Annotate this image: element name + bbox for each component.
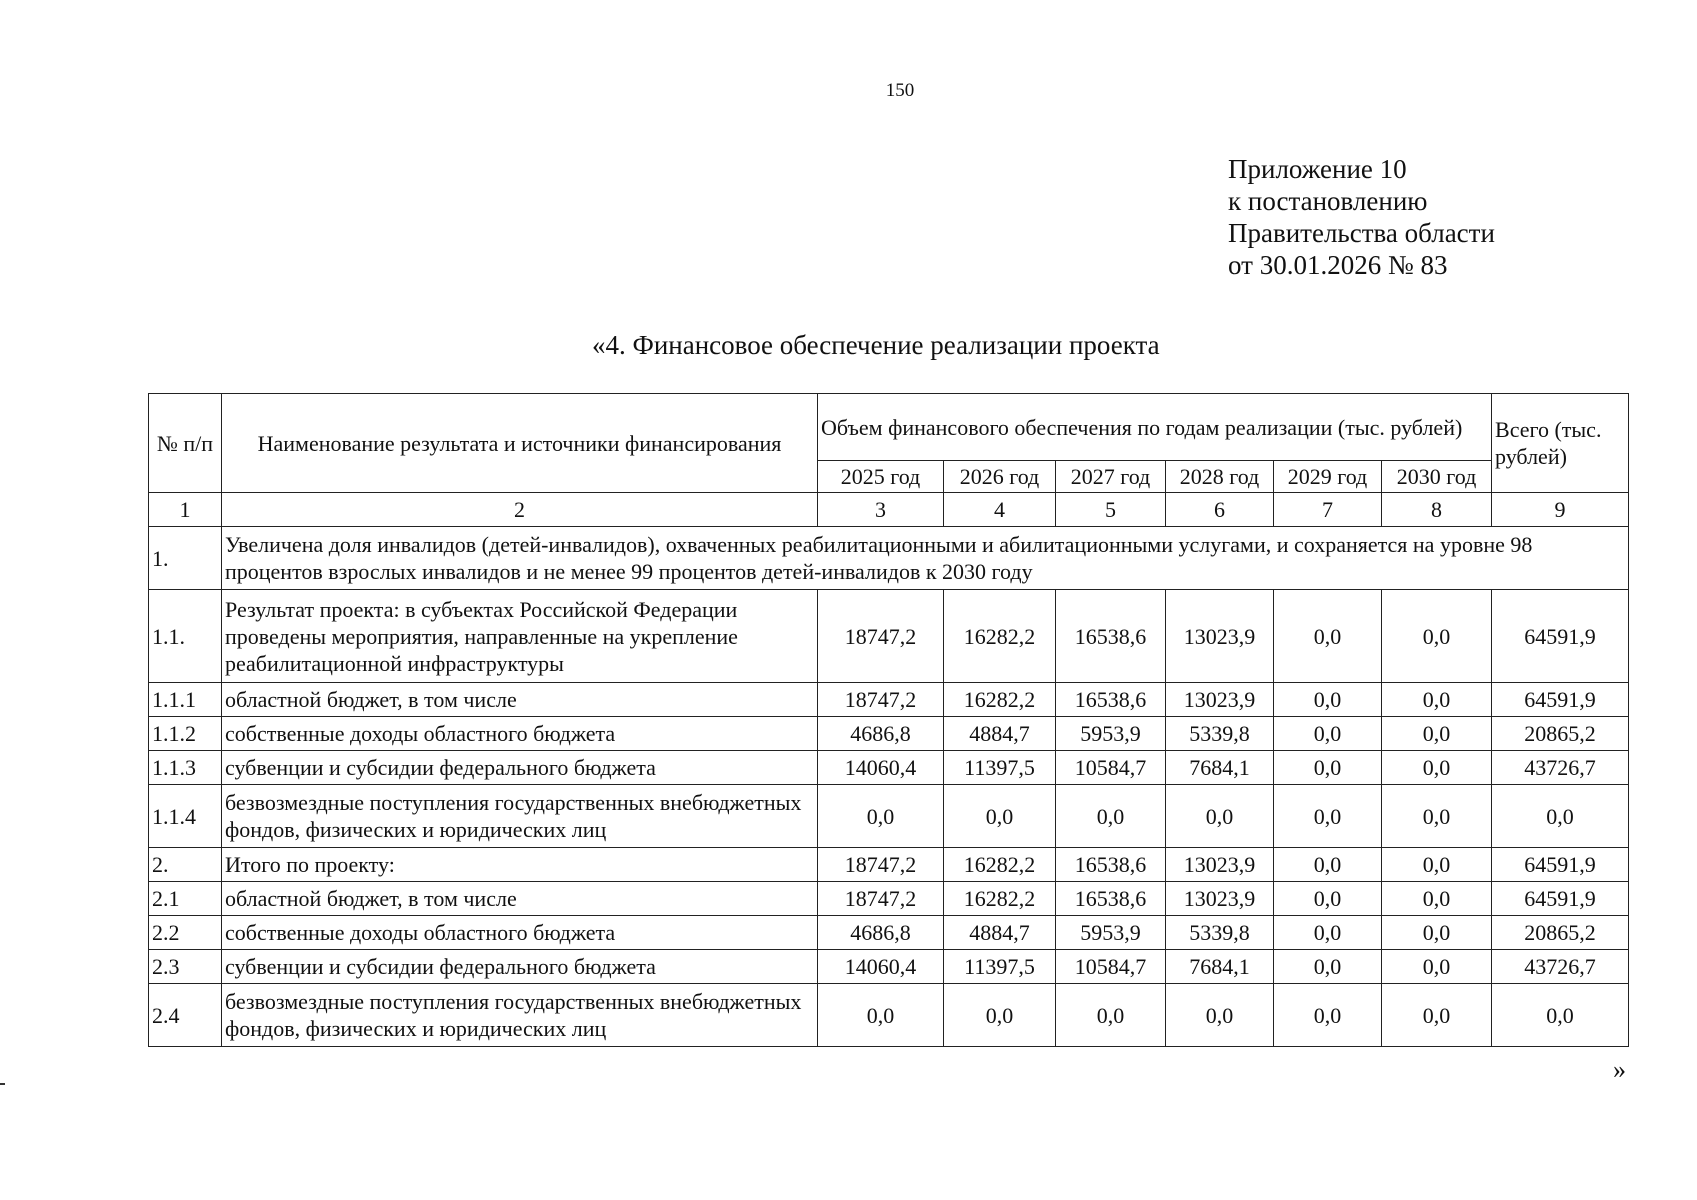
row-value: 16282,2 [944, 683, 1056, 717]
row-value: 11397,5 [944, 751, 1056, 785]
row-value: 0,0 [1056, 785, 1166, 848]
appendix-line-1: Приложение 10 [1228, 154, 1407, 184]
row-value: 18747,2 [818, 882, 944, 916]
column-number: 7 [1274, 493, 1382, 527]
appendix-line-2: к постановлению [1228, 186, 1428, 216]
goal-row [149, 527, 1629, 590]
row-value: 0,0 [1274, 950, 1382, 984]
row-value: 0,0 [1274, 590, 1382, 683]
financing-table [148, 393, 1629, 1047]
table-row [149, 785, 1629, 848]
row-value: 0,0 [1274, 916, 1382, 950]
row-name: Результат проекта: в субъектах Российской Федерации проведены мероприятия, направленные на укрепление реабилитационной инфраструктуры [222, 590, 818, 683]
row-value: 16538,6 [1056, 882, 1166, 916]
row-value: 0,0 [1274, 848, 1382, 882]
row-name: собственные доходы областного бюджета [222, 916, 818, 950]
row-value: 0,0 [1274, 751, 1382, 785]
row-name: безвозмездные поступления государственных внебюджетных фондов, физических и юридических лиц [222, 785, 818, 848]
row-value: 13023,9 [1166, 848, 1274, 882]
goal-num: 1. [149, 527, 222, 590]
row-num: 2.2 [149, 916, 222, 950]
row-value: 0,0 [818, 984, 944, 1047]
row-total: 64591,9 [1492, 590, 1629, 683]
header-total: Всего (тыс. рублей) [1492, 394, 1629, 493]
row-name: субвенции и субсидии федерального бюджета [222, 950, 818, 984]
row-value: 5339,8 [1166, 717, 1274, 751]
table-row [149, 683, 1629, 717]
row-num: 2.3 [149, 950, 222, 984]
row-total: 43726,7 [1492, 950, 1629, 984]
row-value: 13023,9 [1166, 683, 1274, 717]
row-value: 5953,9 [1056, 717, 1166, 751]
row-num: 1.1.4 [149, 785, 222, 848]
column-number-row [149, 493, 1629, 527]
row-value: 0,0 [1382, 882, 1492, 916]
table-row [149, 984, 1629, 1047]
column-number: 1 [149, 493, 222, 527]
row-value: 14060,4 [818, 950, 944, 984]
row-value: 16282,2 [944, 848, 1056, 882]
row-name: безвозмездные поступления государственных внебюджетных фондов, физических и юридических лиц [222, 984, 818, 1047]
column-number: 9 [1492, 493, 1629, 527]
table-row [149, 916, 1629, 950]
row-value: 0,0 [1274, 717, 1382, 751]
row-name: субвенции и субсидии федерального бюджета [222, 751, 818, 785]
row-num: 2.1 [149, 882, 222, 916]
column-number: 6 [1166, 493, 1274, 527]
row-value: 10584,7 [1056, 751, 1166, 785]
row-value: 11397,5 [944, 950, 1056, 984]
row-value: 0,0 [818, 785, 944, 848]
header-row [149, 394, 1629, 461]
row-value: 0,0 [1382, 916, 1492, 950]
row-total: 20865,2 [1492, 717, 1629, 751]
section-title: «4. Финансовое обеспечение реализации проекта [592, 330, 1160, 360]
row-name: Итого по проекту: [222, 848, 818, 882]
row-value: 0,0 [1274, 683, 1382, 717]
header-num: № п/п [149, 394, 222, 493]
row-value: 4686,8 [818, 916, 944, 950]
row-value: 0,0 [1382, 848, 1492, 882]
table-row [149, 751, 1629, 785]
header-year: 2029 год [1274, 461, 1382, 493]
column-number: 4 [944, 493, 1056, 527]
column-number: 8 [1382, 493, 1492, 527]
table-row [149, 882, 1629, 916]
row-total: 64591,9 [1492, 882, 1629, 916]
row-value: 0,0 [944, 984, 1056, 1047]
row-value: 0,0 [1166, 984, 1274, 1047]
page-number: 150 [885, 80, 915, 101]
row-total: 64591,9 [1492, 683, 1629, 717]
row-value: 16538,6 [1056, 848, 1166, 882]
appendix-line-3: Правительства области [1228, 218, 1495, 248]
row-value: 0,0 [1166, 785, 1274, 848]
row-value: 7684,1 [1166, 751, 1274, 785]
row-name: областной бюджет, в том числе [222, 882, 818, 916]
row-value: 0,0 [1382, 751, 1492, 785]
closing-quote: » [1613, 1055, 1626, 1084]
row-value: 16538,6 [1056, 590, 1166, 683]
row-total: 0,0 [1492, 785, 1629, 848]
row-value: 13023,9 [1166, 590, 1274, 683]
row-total: 43726,7 [1492, 751, 1629, 785]
row-value: 0,0 [1056, 984, 1166, 1047]
row-value: 0,0 [1274, 785, 1382, 848]
row-total: 64591,9 [1492, 848, 1629, 882]
row-value: 7684,1 [1166, 950, 1274, 984]
header-year: 2025 год [818, 461, 944, 493]
table-row [149, 590, 1629, 683]
table-row [149, 950, 1629, 984]
row-value: 14060,4 [818, 751, 944, 785]
row-num: 2. [149, 848, 222, 882]
column-number: 3 [818, 493, 944, 527]
row-value: 5953,9 [1056, 916, 1166, 950]
row-value: 4686,8 [818, 717, 944, 751]
row-value: 0,0 [944, 785, 1056, 848]
appendix-block [1228, 153, 1495, 281]
row-value: 0,0 [1274, 882, 1382, 916]
row-value: 18747,2 [818, 683, 944, 717]
margin-mark [0, 1083, 5, 1085]
row-value: 0,0 [1382, 984, 1492, 1047]
header-year: 2027 год [1056, 461, 1166, 493]
table-row [149, 848, 1629, 882]
row-value: 0,0 [1382, 950, 1492, 984]
column-number: 5 [1056, 493, 1166, 527]
row-value: 16538,6 [1056, 683, 1166, 717]
row-num: 1.1.3 [149, 751, 222, 785]
column-number: 2 [222, 493, 818, 527]
row-num: 1.1. [149, 590, 222, 683]
row-num: 1.1.2 [149, 717, 222, 751]
row-value: 16282,2 [944, 590, 1056, 683]
header-volume: Объем финансового обеспечения по годам реализации (тыс. рублей) [818, 394, 1492, 461]
row-value: 16282,2 [944, 882, 1056, 916]
row-total: 20865,2 [1492, 916, 1629, 950]
row-value: 18747,2 [818, 848, 944, 882]
header-year: 2026 год [944, 461, 1056, 493]
row-value: 5339,8 [1166, 916, 1274, 950]
header-name: Наименование результата и источники финансирования [222, 394, 818, 493]
row-value: 0,0 [1382, 590, 1492, 683]
row-num: 1.1.1 [149, 683, 222, 717]
row-value: 0,0 [1382, 785, 1492, 848]
table-row [149, 717, 1629, 751]
appendix-line-4: от 30.01.2026 № 83 [1228, 250, 1448, 280]
row-value: 0,0 [1382, 717, 1492, 751]
row-value: 4884,7 [944, 916, 1056, 950]
header-year: 2030 год [1382, 461, 1492, 493]
row-total: 0,0 [1492, 984, 1629, 1047]
row-value: 0,0 [1382, 683, 1492, 717]
row-value: 0,0 [1274, 984, 1382, 1047]
header-year: 2028 год [1166, 461, 1274, 493]
row-num: 2.4 [149, 984, 222, 1047]
row-value: 4884,7 [944, 717, 1056, 751]
row-name: собственные доходы областного бюджета [222, 717, 818, 751]
row-value: 13023,9 [1166, 882, 1274, 916]
row-value: 18747,2 [818, 590, 944, 683]
row-value: 10584,7 [1056, 950, 1166, 984]
goal-text: Увеличена доля инвалидов (детей-инвалидов), охваченных реабилитационными и абилитационными услугами, и сохраняется на уровне 98 процентов взрослых инвалидов и не менее 99 процентов детей-инвалидов к 2030 году [222, 527, 1629, 590]
row-name: областной бюджет, в том числе [222, 683, 818, 717]
